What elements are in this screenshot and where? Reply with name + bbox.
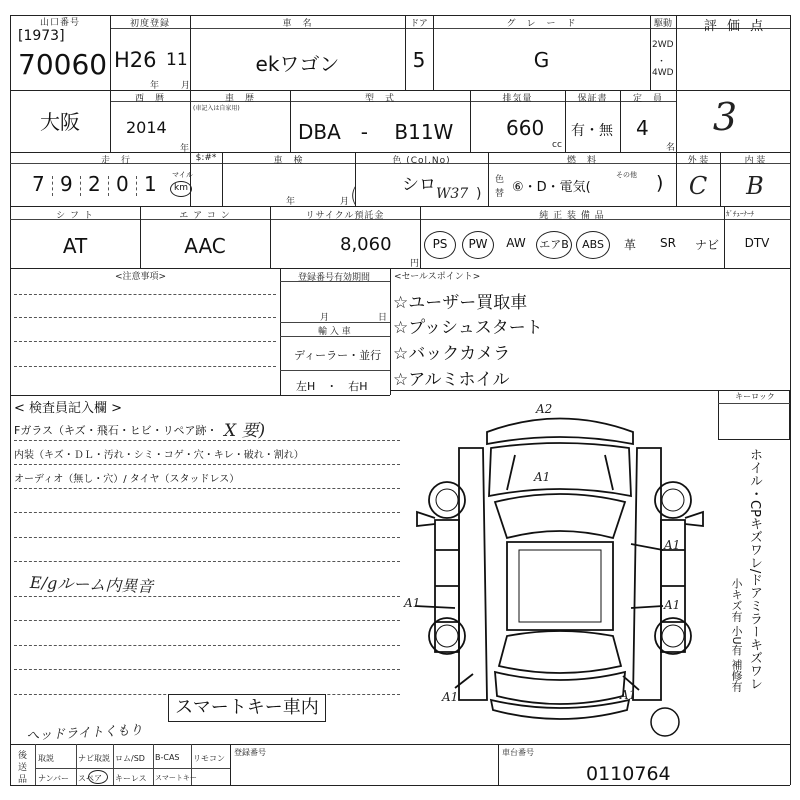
model-code-label: 型 式 [364, 94, 395, 104]
damage-mark: A1 [664, 538, 681, 552]
damage-mark: A1 [534, 470, 551, 484]
damage-mark: A1 [404, 596, 421, 610]
shift-label: シ フ ト [56, 211, 94, 221]
steering-side: 左H ・ 右H [296, 380, 368, 393]
exterior-label: 外 装 [687, 156, 709, 166]
lot-number: 70060 [18, 48, 108, 81]
inspection-year: 年 [286, 197, 296, 207]
v-divider [498, 744, 499, 785]
region: 大阪 [40, 110, 80, 134]
dashed-line [14, 669, 400, 670]
history-label: 車 歴 [224, 94, 255, 104]
equip-leather: 革 [623, 238, 636, 252]
footer-bottom [10, 785, 790, 786]
first-reg-era: H26 [114, 48, 157, 72]
chassis-label: 車台番号 [502, 748, 534, 757]
item-navi-manual: ナビ取説 [78, 754, 110, 763]
damage-mark: A1 [620, 688, 637, 702]
inspection-label: 車 検 [273, 156, 304, 166]
reg-expiry-label: 登録番号有効期間 [298, 273, 371, 283]
delivery-label: 送 [18, 763, 28, 773]
headlight-note: へッドライトくもり [25, 722, 144, 745]
h-divider [718, 403, 790, 404]
fuel-close: ) [656, 172, 664, 194]
dashed-line [14, 645, 400, 646]
displacement-label: 排気量 [502, 94, 533, 104]
mileage-display [26, 172, 168, 200]
cc-unit: cc [552, 140, 562, 150]
inspector-line-interior: 内装（キズ・ＤＬ・汚れ・シミ・コゲ・穴・キレ・破れ・割れ） [14, 450, 304, 461]
fuel-label: 燃 料 [566, 156, 597, 166]
dashed-line [14, 561, 400, 562]
dashed-line [14, 366, 276, 367]
notes-bottom [10, 395, 390, 396]
year-label: 西 暦 [134, 94, 165, 104]
capacity-label: 定 員 [632, 94, 663, 104]
item-bcas: B-CAS [155, 753, 180, 762]
exterior-grade: C [688, 172, 708, 200]
v-divider [724, 206, 725, 268]
engine-note: E/gルーム内異音 [29, 572, 154, 597]
equip-dtv: DTV [744, 236, 770, 250]
damage-mark: A2 [536, 402, 553, 416]
color: シロ [402, 175, 436, 195]
drive-4wd: 4WD [652, 68, 674, 78]
v-divider [113, 744, 114, 785]
sales-point-label: <セールスポイント> [394, 272, 481, 282]
drive-2wd: 2WD [652, 40, 674, 50]
paren: ( [350, 183, 358, 207]
equip-sunroof: SR [660, 236, 676, 250]
equip-abs: ABS [576, 231, 610, 259]
score-label: 評 価 点 [703, 19, 767, 34]
mileage-digit: 2 [88, 172, 101, 196]
equip-airbag: エアB [536, 231, 572, 259]
car-damage-diagram [395, 400, 725, 740]
v-divider [35, 744, 36, 785]
dashed-line [14, 294, 276, 295]
tuner-label: ｶﾞﾁｭｰﾅｰﾁ [726, 210, 754, 218]
history-note: (車記入は自家用) [193, 105, 240, 112]
fuel-options: ⑥・D・電気( [512, 180, 591, 195]
mileage-digit: 9 [60, 172, 73, 196]
footer-mid [35, 768, 230, 769]
equip-pw: PW [462, 231, 494, 259]
mileage-label: 走 行 [100, 156, 131, 166]
dashed-line [14, 341, 276, 342]
km-unit: km [170, 181, 192, 197]
wheel-damage-note: ホイル・CPキズワレ/ドアミラーキズワレ [747, 448, 762, 691]
paren: ) [476, 186, 482, 202]
spare-circle-mark [88, 770, 108, 784]
dashed-line [14, 488, 400, 489]
drive-separator: ・ [657, 57, 667, 67]
dashed-line [14, 512, 400, 513]
damage-mark: A1 [442, 690, 459, 704]
recycle-fee: 8,060 [340, 234, 392, 255]
delivery-label: 品 [18, 775, 28, 785]
import-dealer: ディーラー・並行 [294, 349, 382, 362]
color-change-1: 色 [495, 175, 505, 185]
v-divider [76, 744, 77, 785]
mileage-digit: 7 [32, 172, 45, 196]
yen-unit: 円 [410, 259, 420, 269]
item-remote: リモコン [193, 754, 225, 763]
item-keyless: キーレス [115, 774, 147, 783]
v-divider [390, 268, 391, 395]
inspector-line-audio: オーディオ（無し・穴）/ タイヤ（スタッドレス） [14, 474, 240, 485]
sheet-right-border [790, 15, 791, 785]
inspector-title: < 検査員記入欄 > [14, 401, 123, 416]
import-label: 輸 入 車 [318, 327, 351, 337]
aircon: AAC [184, 234, 226, 258]
car-name: ekワゴン [255, 52, 340, 76]
delivery-label: 後 [18, 751, 28, 761]
smoke-label: $:#* [195, 153, 217, 163]
keylock-label: キーロック [735, 392, 775, 401]
digit-separator [52, 176, 53, 196]
shift: AT [62, 234, 88, 258]
chassis-number: 0110764 [586, 763, 671, 785]
digit-separator [136, 176, 137, 196]
interior-label: 内 装 [744, 156, 766, 166]
year-suffix: 年 [150, 81, 160, 91]
digit-separator [108, 176, 109, 196]
score-value: 3 [712, 95, 738, 139]
model-year: 2014 [126, 118, 167, 137]
warranty-label: 保証書 [577, 94, 608, 104]
dashed-line [14, 440, 400, 441]
reg-number-label: 登録番号 [234, 748, 266, 757]
item-spare: スペア [78, 774, 102, 783]
sales-point: ☆バックカメラ [393, 344, 511, 364]
mile-unit: マイル [172, 171, 193, 179]
dashed-line [14, 596, 400, 597]
item-manual: 取説 [38, 754, 54, 763]
v-divider [280, 268, 281, 395]
capacity: 4 [636, 116, 649, 140]
dashed-line [14, 537, 400, 538]
inspection-month: 月 [340, 197, 350, 207]
fuel-other: その他 [616, 171, 637, 179]
first-reg-label: 初度登録 [129, 19, 170, 29]
door-label: ドア [410, 19, 428, 29]
color-label: 色 (Col.No) [392, 156, 451, 166]
equipment-label: 純 正 装 備 品 [539, 211, 605, 221]
reg-day: 日 [378, 313, 388, 323]
month-suffix: 月 [181, 81, 191, 91]
aircon-label: エ ア コ ン [179, 211, 231, 221]
mileage-digit: 1 [144, 172, 157, 196]
dashed-line [14, 620, 400, 621]
damage-legend: 小キズ有 小U有 補修有 [730, 578, 743, 693]
sales-point: ☆ユーザー買取車 [393, 293, 528, 313]
sales-point: ☆アルミホイル [393, 370, 510, 390]
color-code: W37 [436, 186, 469, 202]
v-divider [676, 15, 677, 155]
glass-note: X 要) [224, 421, 266, 441]
drive-label: 駆動 [653, 19, 672, 29]
grade: G [533, 48, 550, 72]
inspector-line-glass: Fガラス（キズ・飛石・ヒビ・リペア跡・ [14, 424, 218, 437]
place-label: 山口番号 [39, 18, 80, 28]
footer-top [10, 744, 790, 745]
dashed-line [14, 464, 400, 465]
capacity-unit: 名 [666, 143, 676, 153]
v-divider [153, 744, 154, 785]
dashed-line [14, 317, 276, 318]
h-divider [280, 370, 390, 371]
caution-label: <注意事項> [115, 272, 167, 282]
warranty: 有・無 [571, 123, 613, 139]
displacement: 660 [506, 116, 545, 140]
equip-ps: PS [424, 231, 456, 259]
mileage-digit: 0 [116, 172, 129, 196]
color-change-2: 替 [495, 189, 505, 199]
item-number-plate: ナンバー [38, 774, 70, 783]
row3-bottom [10, 206, 790, 207]
car-name-label: 車 名 [282, 19, 313, 29]
grade-label: グ レ ー ド [506, 19, 577, 29]
item-smart-key: スマートキー [155, 774, 197, 782]
sales-point: ☆プッシュスタート [393, 318, 543, 338]
interior-grade: B [746, 172, 764, 200]
year-bracket: [1973] [18, 28, 65, 44]
damage-mark: A1 [664, 598, 681, 612]
equip-aw: AW [506, 236, 526, 250]
recycle-label: リサイクル預託金 [305, 211, 385, 221]
h-divider [280, 322, 390, 323]
v-divider [230, 744, 231, 785]
door-count: 5 [412, 48, 426, 72]
item-rom-sd: ロム/SD [115, 754, 145, 763]
digit-separator [80, 176, 81, 196]
model-code: DBA - B11W [298, 120, 454, 144]
first-reg-month: 11 [166, 50, 188, 70]
smart-key-stamp: スマートキー車内 [168, 694, 326, 722]
year-suffix: 年 [180, 144, 190, 154]
reg-month: 月 [320, 313, 330, 323]
equip-navi: ナビ [694, 238, 719, 252]
